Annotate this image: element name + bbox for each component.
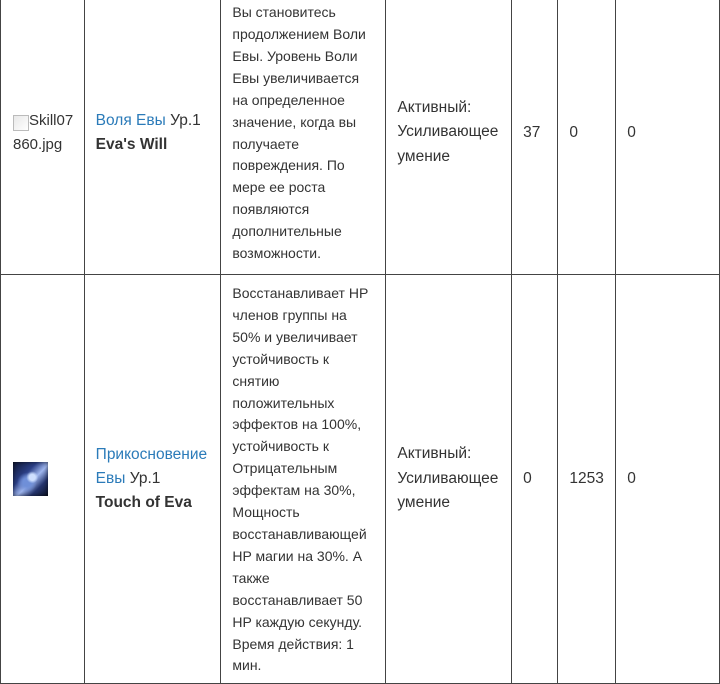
- skill-description: Восстанавливает HP членов группы на 50% и увеличивает устойчивость к снятию положительных эффектов на 100%, устойчивость к Отрицательным эффектам на 30%, Мощность восстанавливающей HP магии на 30%. А также восстанавливает 50 HP каждую секунду. Время действия: 1 мин.: [221, 275, 386, 684]
- skill-level: Ур.1: [129, 470, 161, 488]
- broken-image-icon: [13, 115, 29, 131]
- skill-value-c: 0: [616, 275, 720, 684]
- skill-icon-alt-text: Skill07860.jpg: [13, 111, 74, 153]
- skill-name-cell: [84, 275, 221, 684]
- skill-type: Активный: Усиливающее умение: [386, 275, 512, 684]
- table-row: [1, 275, 720, 684]
- skill-type: Активный: Усиливающее умение: [386, 0, 512, 275]
- skill-value-a: 37: [512, 0, 558, 275]
- skill-value-a: 0: [512, 275, 558, 684]
- skill-icon-cell: [1, 0, 85, 275]
- skill-description: Вы становитесь продолжением Воли Евы. Уровень Воли Евы увеличивается на определенное значение, когда вы получаете повреждения. По мере ее роста появляются дополнительные возможности.: [221, 0, 386, 275]
- table-row: [1, 0, 720, 275]
- skill-name-cell: [84, 0, 221, 275]
- skill-value-b: 0: [558, 0, 616, 275]
- skill-name-link[interactable]: Воля Евы: [95, 111, 166, 129]
- skill-value-c: 0: [616, 0, 720, 275]
- skill-level: Ур.1: [170, 111, 201, 129]
- skill-name-en: Touch of Eva: [95, 494, 192, 512]
- skill-value-b: 1253: [558, 275, 616, 684]
- skill-name-en: Eva's Will: [95, 135, 168, 153]
- touch-of-eva-icon: [13, 462, 48, 496]
- skill-icon-cell: [1, 275, 85, 684]
- skill-name-link[interactable]: Прикосновение Евы: [95, 446, 208, 488]
